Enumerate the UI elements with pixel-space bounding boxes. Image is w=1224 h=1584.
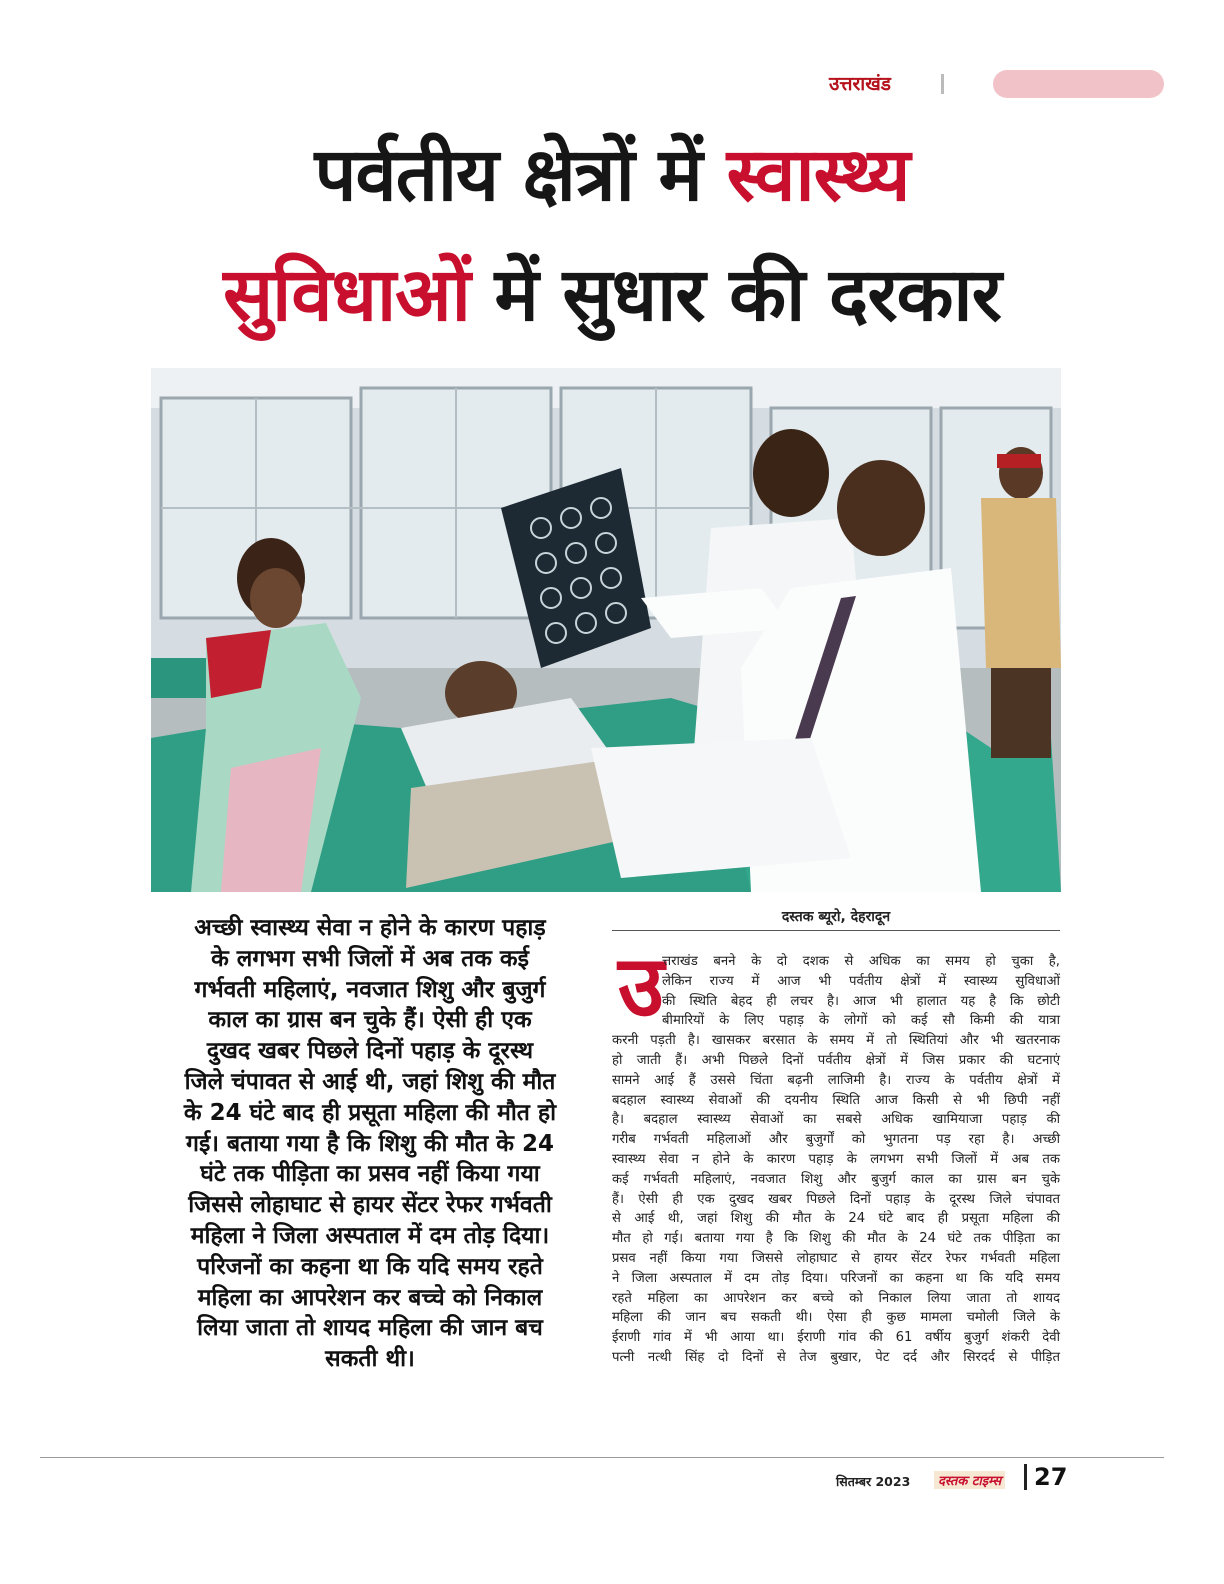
headline-part-red: स्वास्थ्य xyxy=(726,132,910,218)
article-line: ईराणी गांव में भी आया था। ईराणी गांव की 61 वर्षीय बुजुर्ग शंकरी देवी xyxy=(612,1330,1060,1346)
pull-quote-line: जिससे लोहाघाट से हायर सेंटर रेफर गर्भवती xyxy=(188,1192,552,1219)
article-line: है। बदहाल स्वास्थ्य सेवाओं का सबसे अधिक खामियाजा पहाड़ की xyxy=(612,1112,1060,1128)
pull-quote-line: लिया जाता तो शायद महिला की जान बच xyxy=(197,1315,543,1342)
article-line: करनी पड़ती है। खासकर बरसात के समय में तो स्थितियां और भी खतरनाक xyxy=(612,1033,1060,1049)
article-line: गरीब गर्भवती महिलाओं और बुजुर्गों को भुगतना पड़ रहा है। अच्छी xyxy=(612,1132,1060,1148)
article-line: ने जिला अस्पताल में दम तोड़ दिया। परिजनों का कहना था कि यदि समय xyxy=(612,1270,1060,1286)
article-line: प्रसव नहीं किया गया जिससे लोहाघाट से हायर सेंटर रेफर गर्भवती महिला xyxy=(612,1250,1060,1266)
article-photo xyxy=(151,368,1061,892)
article-line: महिला की जान बच सकती थी। ऐसा ही कुछ मामला चमोली जिले के xyxy=(612,1310,1060,1326)
article-line: लेकिन राज्य में आज भी पर्वतीय क्षेत्रों में स्वास्थ्य सुविधाओं xyxy=(662,973,1060,989)
pull-quote-line: घंटे तक पीड़िता का प्रसव नहीं किया गया xyxy=(200,1161,540,1188)
pull-quote-line: के लगभग सभी जिलों में अब तक कई xyxy=(211,945,529,972)
article-line: स्वास्थ्य सेवा न होने के कारण पहाड़ के लगभग सभी जिलों में अब तक xyxy=(612,1151,1060,1167)
pull-quote-line: के 24 घंटे बाद ही प्रसूता महिला की मौत हो xyxy=(183,1099,557,1126)
footer-date: सितम्बर 2023 xyxy=(836,1474,911,1489)
article-line: हो जाती हैं। अभी पिछले दिनों पर्वतीय क्षेत्रों में जिस प्रकार की घटनाएं xyxy=(612,1052,1060,1068)
pull-quote-line: दुखद खबर पिछले दिनों पहाड़ के दूरस्थ xyxy=(206,1038,534,1065)
byline: दस्तक ब्यूरो, देहरादून xyxy=(781,909,891,925)
section-decor-pill xyxy=(993,70,1164,98)
section-divider xyxy=(941,74,944,94)
article-line: हैं। ऐसी ही एक दुखद खबर पिछले दिनों पहाड़ के दूरस्थ जिले चंपावत xyxy=(612,1191,1060,1207)
pull-quote-line: अच्छी स्वास्थ्य सेवा न होने के कारण पहाड़ xyxy=(194,915,546,941)
section-label: उत्तराखंड xyxy=(829,73,891,95)
article-line: बदहाल स्वास्थ्य सेवाओं की दयनीय स्थिति आज किसी से भी छिपी नहीं xyxy=(612,1092,1060,1108)
footer-bar xyxy=(1024,1464,1027,1490)
article-line: रहते महिला का आपरेशन कर बच्चे को निकाल लिया जाता तो शायद xyxy=(612,1290,1060,1306)
article-line: मौत हो गई। बताया गया है कि शिशु की मौत के 24 घंटे तक पीड़िता का xyxy=(612,1231,1060,1247)
article-line: बीमारियों के लिए पहाड़ के लोगों को कई सौ किमी की यात्रा xyxy=(662,1013,1060,1029)
pull-quote-line: महिला ने जिला अस्पताल में दम तोड़ दिया। xyxy=(190,1222,550,1249)
footer-logo: दस्तक टाइम्स xyxy=(934,1471,1005,1489)
headline-part-black: पर्वतीय क्षेत्रों में xyxy=(314,132,702,218)
pull-quote-line: परिजनों का कहना था कि यदि समय रहते xyxy=(197,1253,543,1280)
headline-part-black: में सुधार की दरकार xyxy=(494,252,1001,338)
headline-part-red: सुविधाओं xyxy=(223,252,470,338)
article-line: त्तराखंड बनने के दो दशक से अधिक का समय हो चुका है, xyxy=(662,954,1060,969)
headline-line-2 xyxy=(0,252,1224,338)
footer-divider xyxy=(40,1457,1164,1458)
article-line: सामने आई हैं उससे चिंता बढ़नी लाजिमी है। राज्य के पर्वतीय क्षेत्रों में xyxy=(612,1072,1060,1088)
article-line: से आई थी, जहां शिशु की मौत के 24 घंटे बाद ही प्रसूता महिला की xyxy=(612,1211,1060,1227)
drop-cap: उ xyxy=(618,937,665,1035)
headline-line-1 xyxy=(0,132,1224,218)
pull-quote-line: गर्भवती महिलाएं, नवजात शिशु और बुजुर्ग xyxy=(194,976,546,1003)
pull-quote xyxy=(151,913,589,1375)
pull-quote-line: गई। बताया गया है कि शिशु की मौत के 24 xyxy=(186,1130,554,1157)
pull-quote-line: जिले चंपावत से आई थी, जहां शिशु की मौत xyxy=(184,1068,556,1095)
pull-quote-line: सकती थी। xyxy=(325,1346,415,1373)
article-body xyxy=(612,952,1060,1368)
article-line: की स्थिति बेहद ही लचर है। आज भी हालात यह है कि छोटी xyxy=(662,993,1060,1009)
pull-quote-line: महिला का आपरेशन कर बच्चे को निकाल xyxy=(197,1284,543,1311)
pull-quote-line: काल का ग्रास बन चुके हैं। ऐसी ही एक xyxy=(208,1007,532,1034)
byline-divider xyxy=(612,930,1060,931)
article-line: पत्नी नत्थी सिंह दो दिनों से तेज बुखार, पेट दर्द और सिरदर्द से पीड़ित xyxy=(612,1349,1060,1365)
page-number: 27 xyxy=(1034,1463,1068,1491)
article-line: कई गर्भवती महिलाएं, नवजात शिशु और बुजुर्ग काल का ग्रास बन चुके xyxy=(612,1171,1060,1187)
